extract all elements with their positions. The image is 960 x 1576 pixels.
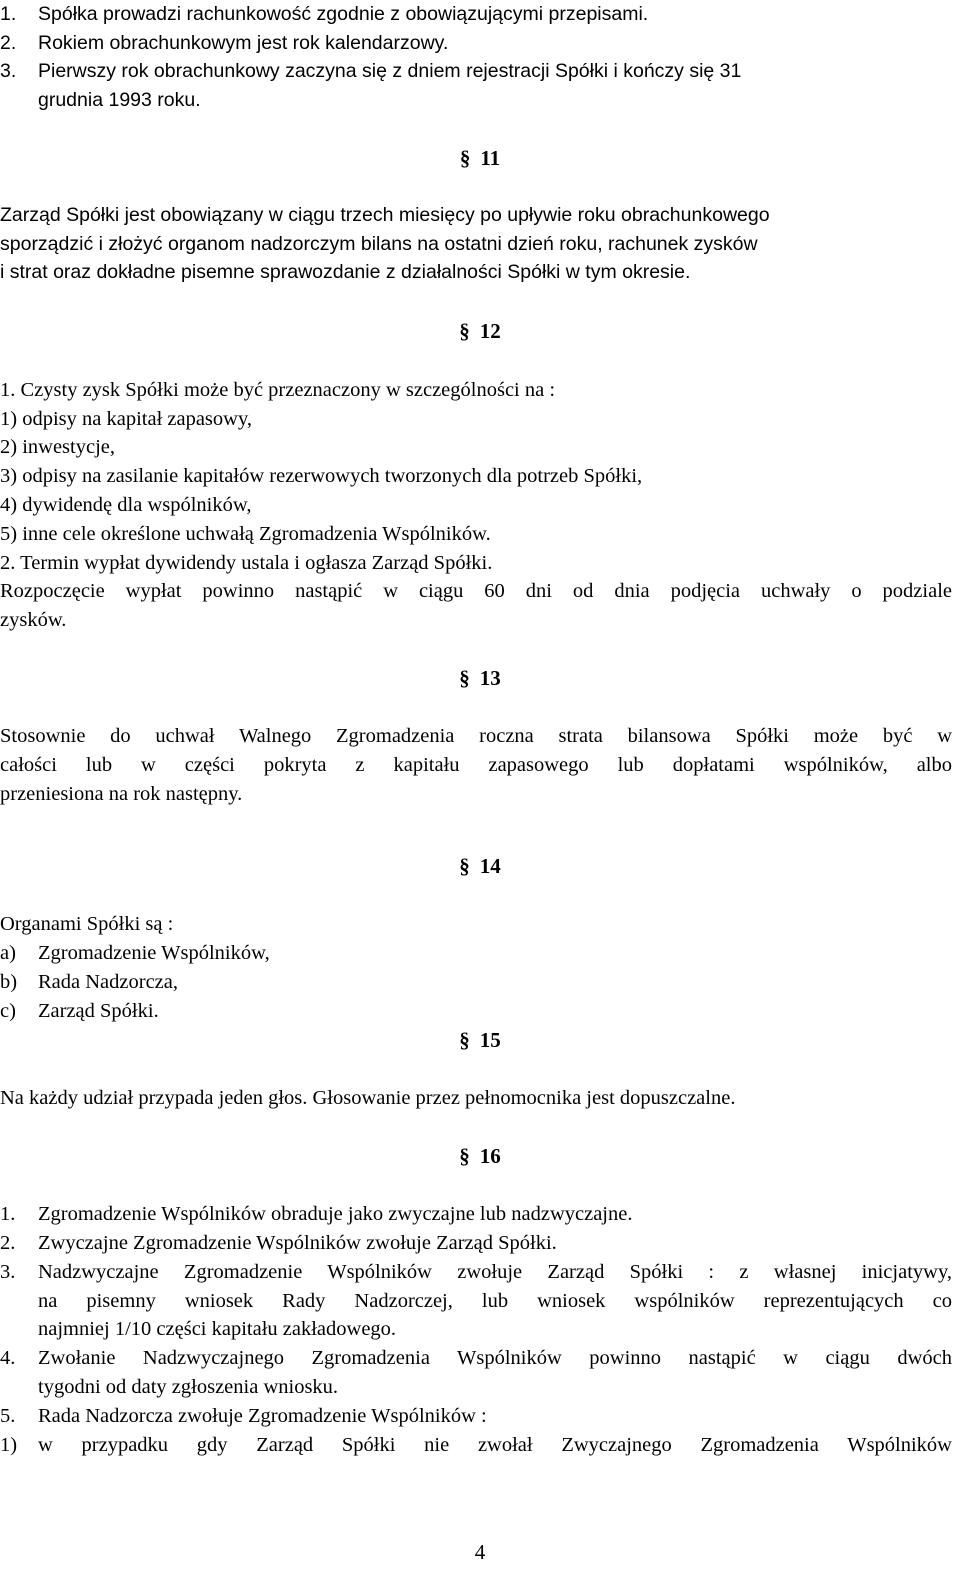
list-number: 3. bbox=[0, 1261, 16, 1283]
list-number: 1) bbox=[0, 1434, 18, 1456]
section-number: 14 bbox=[479, 854, 501, 878]
list-item: 2) inwestycje, bbox=[0, 436, 115, 458]
list-text: Zgromadzenie Wspólników obraduje jako zwyczajne lub nadzwyczajne. bbox=[38, 1203, 633, 1225]
section-number: 16 bbox=[479, 1144, 501, 1168]
section-symbol: § bbox=[459, 1144, 470, 1168]
paragraph-line: całości lub w części pokryta z kapitału zapasowego lub dopłatami wspólników, albo bbox=[0, 754, 952, 776]
section-heading-14 bbox=[0, 852, 960, 881]
list-text: najmniej 1/10 części kapitału zakładowego. bbox=[38, 1318, 397, 1340]
section-heading-11 bbox=[0, 144, 960, 173]
list-text: Pierwszy rok obrachunkowy zaczyna się z dniem rejestracji Spółki i kończy się 31 bbox=[38, 60, 742, 82]
list-item: 3) odpisy na zasilanie kapitałów rezerwowych tworzonych dla potrzeb Spółki, bbox=[0, 465, 643, 487]
list-item: 5) inne cele określone uchwałą Zgromadzenia Wspólników. bbox=[0, 523, 491, 545]
list-text: Zwołanie Nadzwyczajnego Zgromadzenia Wspólników powinno nastąpić w ciągu dwóch bbox=[38, 1347, 952, 1369]
section-number: 11 bbox=[480, 146, 501, 170]
list-number: b) bbox=[0, 971, 18, 993]
section-number: 15 bbox=[479, 1028, 501, 1052]
list-item: 1) odpisy na kapitał zapasowy, bbox=[0, 408, 253, 430]
paragraph-line: Zarząd Spółki jest obowiązany w ciągu trzech miesięcy po upływie roku obrachunkowego bbox=[0, 204, 770, 226]
section-heading-13 bbox=[0, 664, 960, 693]
paragraph-line: zysków. bbox=[0, 609, 67, 631]
list-text: w przypadku gdy Zarząd Spółki nie zwołał Zwyczajnego Zgromadzenia Wspólników bbox=[38, 1434, 952, 1456]
list-number: 2. bbox=[0, 1232, 16, 1254]
list-text: Rada Nadzorcza, bbox=[38, 971, 178, 993]
list-text: grudnia 1993 roku. bbox=[38, 89, 201, 111]
list-text: tygodni od daty zgłoszenia wniosku. bbox=[38, 1376, 339, 1398]
paragraph-line: Rozpoczęcie wypłat powinno nastąpić w ciągu 60 dni od dnia podjęcia uchwały o podziale bbox=[0, 580, 952, 602]
list-number: 1. bbox=[0, 3, 17, 25]
list-text: Zarząd Spółki. bbox=[38, 1000, 159, 1022]
list-text: Rada Nadzorcza zwołuje Zgromadzenie Wspólników : bbox=[38, 1405, 487, 1427]
section-heading-15 bbox=[0, 1026, 960, 1055]
list-text: na pisemny wniosek Rady Nadzorczej, lub wniosek wspólników reprezentujących co bbox=[38, 1290, 952, 1312]
section-symbol: § bbox=[459, 319, 470, 343]
section-symbol: § bbox=[459, 146, 471, 170]
paragraph-line: Na każdy udział przypada jeden głos. Głosowanie przez pełnomocnika jest dopuszczalne. bbox=[0, 1087, 736, 1109]
list-text: Rokiem obrachunkowym jest rok kalendarzowy. bbox=[38, 32, 449, 54]
list-text: Zwyczajne Zgromadzenie Wspólników zwołuje Zarząd Spółki. bbox=[38, 1232, 557, 1254]
list-number: 1. bbox=[0, 1203, 16, 1225]
list-number: 4. bbox=[0, 1347, 16, 1369]
section-heading-12 bbox=[0, 317, 960, 346]
section-symbol: § bbox=[459, 1028, 470, 1052]
list-number: c) bbox=[0, 1000, 16, 1022]
page-number: 4 bbox=[474, 1540, 486, 1564]
section-number: 12 bbox=[479, 319, 501, 343]
section-number: 13 bbox=[479, 666, 501, 690]
list-text: Nadzwyczajne Zgromadzenie Wspólników zwołuje Zarząd Spółki : z własnej inicjatywy, bbox=[38, 1261, 952, 1283]
paragraph-line: sporządzić i złożyć organom nadzorczym bilans na ostatni dzień roku, rachunek zysków bbox=[0, 233, 758, 255]
section-symbol: § bbox=[459, 666, 470, 690]
list-number: a) bbox=[0, 942, 16, 964]
paragraph-line: przeniesiona na rok następny. bbox=[0, 783, 243, 805]
list-item: 1. Czysty zysk Spółki może być przeznaczony w szczególności na : bbox=[0, 379, 556, 401]
list-number: 3. bbox=[0, 60, 17, 82]
paragraph-line: i strat oraz dokładne pisemne sprawozdanie z działalności Spółki w tym okresie. bbox=[0, 261, 691, 283]
list-number: 5. bbox=[0, 1405, 16, 1427]
list-text: Zgromadzenie Wspólników, bbox=[38, 942, 270, 964]
list-number: 2. bbox=[0, 32, 17, 54]
list-item: 2. Termin wypłat dywidendy ustala i ogłasza Zarząd Spółki. bbox=[0, 552, 493, 574]
list-text: Spółka prowadzi rachunkowość zgodnie z obowiązującymi przepisami. bbox=[38, 3, 649, 25]
section-heading-16 bbox=[0, 1142, 960, 1171]
list-item: 4) dywidendę dla wspólników, bbox=[0, 494, 252, 516]
paragraph-line: Stosownie do uchwał Walnego Zgromadzenia roczna strata bilansowa Spółki może być w bbox=[0, 725, 952, 747]
section-symbol: § bbox=[459, 854, 470, 878]
paragraph-line: Organami Spółki są : bbox=[0, 913, 174, 935]
